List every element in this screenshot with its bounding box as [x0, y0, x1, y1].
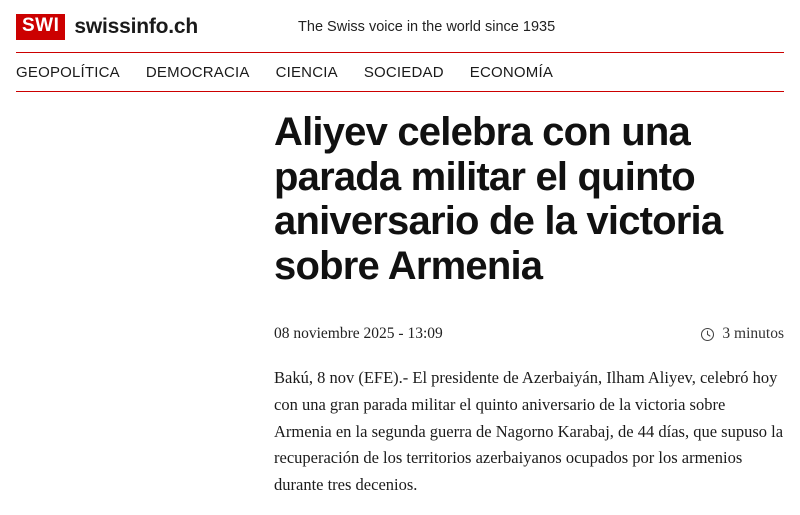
primary-nav: [0, 53, 800, 91]
site-tagline: The Swiss voice in the world since 1935: [298, 18, 556, 35]
article-meta: [274, 325, 784, 343]
site-header: [0, 0, 800, 52]
nav-item-geopolitica[interactable]: GEOPOLÍTICA: [16, 63, 120, 81]
article-lede: Bakú, 8 nov (EFE).- El presidente de Azerbaiyán, Ilham Aliyev, celebró hoy con una gran parada militar el quinto aniversario de la victoria sobre Armenia en la segunda guerra de Nagorno Karabaj, de 44 días, que supuso la recuperación de los territorios azerbaiyanos ocupados por los armenios durante tres decenios.: [274, 368, 784, 494]
reading-time: [700, 325, 784, 343]
nav-item-economia[interactable]: ECONOMÍA: [469, 63, 554, 81]
logo-mark: SWI: [16, 14, 65, 40]
logo-wordmark: swissinfo.ch: [74, 14, 199, 38]
reading-time-label: 3 minutos: [722, 325, 784, 343]
publish-timestamp: 08 noviembre 2025 - 13:09: [274, 325, 443, 343]
article-container: [0, 92, 800, 515]
nav-item-ciencia[interactable]: CIENCIA: [275, 63, 338, 81]
nav-item-sociedad[interactable]: SOCIEDAD: [363, 63, 444, 81]
site-logo[interactable]: [16, 14, 198, 40]
clock-icon: [700, 327, 715, 342]
page-title: Aliyev celebra con una parada militar el quinto aniversario de la victoria sobre Armenia: [274, 109, 723, 289]
nav-item-democracia[interactable]: DEMOCRACIA: [145, 63, 250, 81]
